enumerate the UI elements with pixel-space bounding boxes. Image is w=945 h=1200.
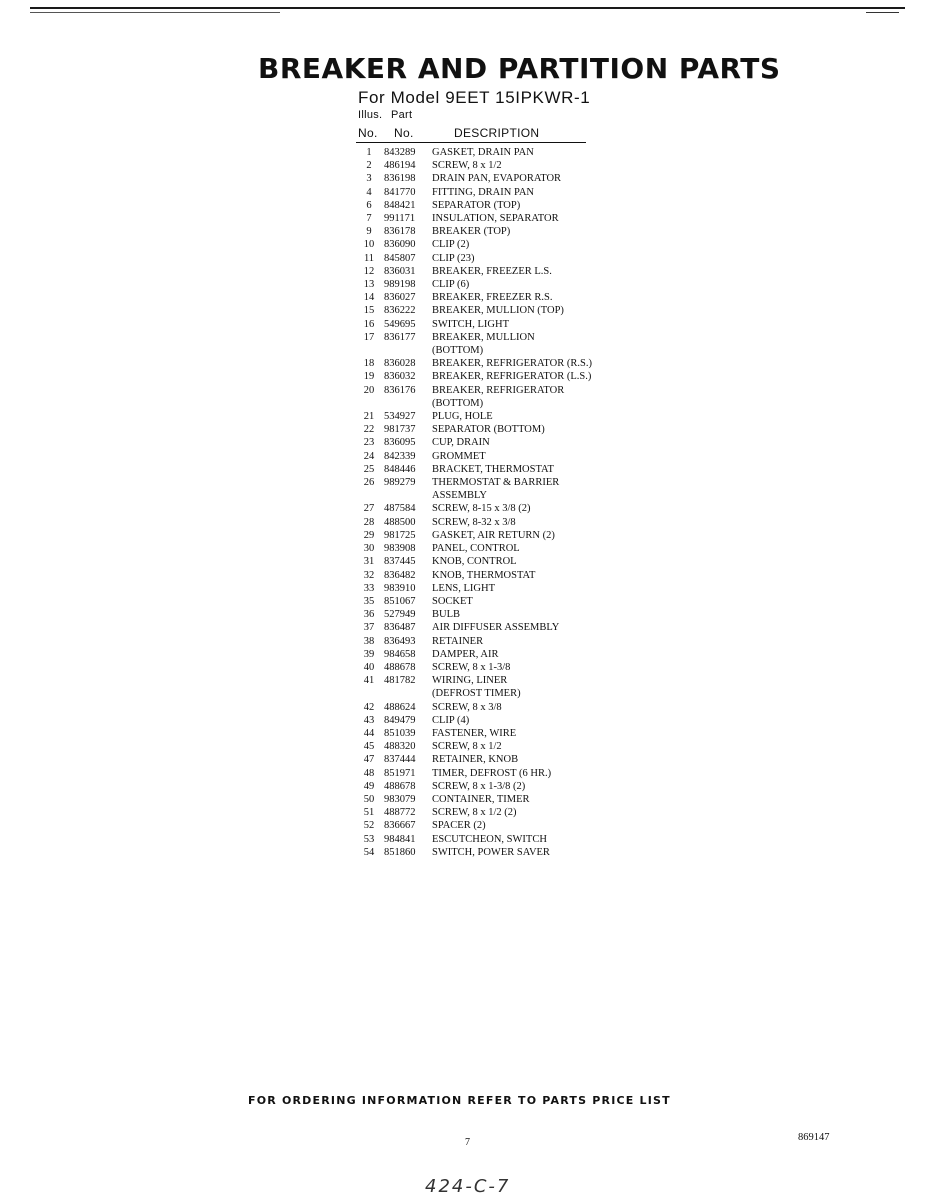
parts-row: [354, 529, 654, 542]
parts-row: [354, 291, 654, 304]
description-cell: SCREW, 8-15 x 3/8 (2): [432, 503, 531, 515]
description-cell: BULB: [432, 609, 461, 621]
illus-no-cell: 43: [363, 714, 375, 726]
illus-no-cell: 14: [363, 292, 375, 304]
illus-no-cell: 32: [363, 569, 375, 581]
part-no-cell: 841770: [384, 186, 416, 198]
description-cell: SCREW, 8 x 1/2: [432, 160, 502, 172]
parts-row: [354, 635, 654, 648]
parts-row: [354, 819, 654, 832]
part-no-cell: 851971: [384, 767, 416, 779]
parts-row: [354, 410, 654, 423]
parts-row: [354, 753, 654, 766]
description-cell: (BOTTOM): [432, 345, 484, 357]
parts-row: [354, 186, 654, 199]
part-no-cell: 851067: [384, 595, 416, 607]
parts-row: [354, 318, 654, 331]
part-no-cell: 981725: [384, 529, 416, 541]
description-cell: FITTING, DRAIN PAN: [432, 186, 534, 198]
part-no-cell: 845807: [384, 252, 416, 264]
part-no-cell: 549695: [384, 318, 416, 330]
illus-no-cell: 18: [363, 358, 375, 370]
part-no-cell: 837444: [384, 754, 416, 766]
description-cell: SCREW, 8 x 1/2 (2): [432, 807, 517, 819]
illus-no-cell: 31: [363, 556, 375, 568]
description-cell: KNOB, CONTROL: [432, 556, 517, 568]
parts-row: [354, 370, 654, 383]
page-number: 7: [465, 1137, 470, 1148]
illus-no-cell: [354, 687, 384, 700]
illus-no-cell: 7: [366, 213, 372, 225]
part-no-cell: 836198: [384, 173, 416, 185]
description-cell: PLUG, HOLE: [432, 411, 493, 423]
part-no-cell: 527949: [384, 609, 416, 621]
description-cell: BRACKET, THERMOSTAT: [432, 463, 554, 475]
illus-no-cell: 28: [363, 516, 375, 528]
illus-no-cell: 9: [366, 226, 372, 238]
description-cell: SCREW, 8 x 3/8: [432, 701, 502, 713]
part-no-cell: 843289: [384, 147, 416, 158]
parts-row: [354, 621, 654, 634]
part-no-cell: 836178: [384, 226, 416, 238]
parts-row: [354, 595, 654, 608]
description-cell: CUP, DRAIN: [432, 437, 490, 449]
illus-no-cell: 37: [363, 622, 375, 634]
parts-row: [354, 793, 654, 806]
part-no-cell: 481782: [384, 675, 416, 687]
illus-no-cell: 39: [363, 648, 375, 660]
header-illus: Illus.: [358, 109, 383, 121]
description-cell: SOCKET: [432, 595, 473, 607]
parts-row: [354, 238, 654, 251]
description-cell: CLIP (23): [432, 252, 475, 264]
header-part: Part: [391, 109, 413, 121]
part-no-cell: 836176: [384, 384, 416, 396]
description-cell: GROMMET: [432, 450, 486, 462]
parts-row: [354, 846, 654, 859]
handwritten-note: 424-C-7: [425, 1176, 511, 1197]
illus-no-cell: 6: [366, 199, 372, 211]
description-cell: WIRING, LINER: [432, 675, 508, 687]
page-title: BREAKER AND PARTITION PARTS: [258, 52, 781, 85]
part-no-cell: 836667: [384, 820, 416, 832]
illus-no-cell: 50: [363, 793, 375, 805]
illus-no-cell: 1: [366, 147, 372, 158]
description-cell: KNOB, THERMOSTAT: [432, 569, 536, 581]
description-cell: SWITCH, POWER SAVER: [432, 846, 550, 858]
illus-no-cell: 45: [363, 741, 375, 753]
part-no-cell: 836027: [384, 292, 416, 304]
part-no-cell: 836482: [384, 569, 416, 581]
illus-no-cell: 24: [363, 450, 375, 462]
part-no-cell: 983910: [384, 582, 416, 594]
part-no-cell: 836090: [384, 239, 416, 251]
illus-no-cell: [354, 344, 384, 357]
illus-no-cell: 53: [363, 833, 375, 845]
description-cell: CONTAINER, TIMER: [432, 793, 530, 805]
illus-no-cell: 25: [363, 463, 375, 475]
illus-no-cell: 3: [366, 173, 372, 185]
description-cell: SCREW, 8-32 x 3/8: [432, 516, 516, 528]
description-cell: BREAKER (TOP): [432, 226, 511, 238]
description-cell: ASSEMBLY: [432, 490, 487, 502]
illus-no-cell: 11: [363, 252, 375, 264]
model-subtitle: For Model 9EET 15IPKWR-1: [358, 88, 591, 107]
part-no-cell: 991171: [384, 213, 416, 225]
illus-no-cell: 40: [363, 661, 375, 673]
parts-list: [354, 146, 654, 859]
illus-no-cell: 4: [366, 186, 372, 198]
illus-no-cell: 17: [363, 331, 375, 343]
ordering-footer: FOR ORDERING INFORMATION REFER TO PARTS PRICE LIST: [248, 1094, 671, 1107]
illus-no-cell: 51: [363, 807, 375, 819]
illus-no-cell: 27: [363, 503, 375, 515]
scan-border-right-mark: [866, 12, 899, 13]
description-cell: BREAKER, MULLION: [432, 331, 535, 343]
part-no-cell: 836031: [384, 265, 416, 277]
parts-row: [354, 423, 654, 436]
description-cell: ESCUTCHEON, SWITCH: [432, 833, 547, 845]
parts-row: [354, 661, 654, 674]
part-no-cell: 836032: [384, 371, 416, 383]
description-cell: SCREW, 8 x 1-3/8: [432, 661, 511, 673]
parts-row: [354, 397, 654, 410]
parts-row: [354, 833, 654, 846]
part-no-cell: 836487: [384, 622, 416, 634]
illus-no-cell: 36: [363, 609, 375, 621]
description-cell: BREAKER, REFRIGERATOR (L.S.): [432, 371, 592, 383]
parts-row: [354, 172, 654, 185]
parts-row: [354, 608, 654, 621]
parts-row: [354, 436, 654, 449]
parts-row: [354, 701, 654, 714]
part-no-cell: 486194: [384, 160, 416, 172]
part-no-cell: 487584: [384, 503, 416, 515]
part-no-cell: 534927: [384, 411, 416, 423]
description-cell: SCREW, 8 x 1/2: [432, 741, 502, 753]
part-no-cell: 837445: [384, 556, 416, 568]
illus-no-cell: 29: [363, 529, 375, 541]
part-no-cell: 488624: [384, 701, 416, 713]
parts-row: [354, 278, 654, 291]
part-no-cell: 488678: [384, 780, 416, 792]
illus-no-cell: 54: [363, 846, 375, 858]
illus-no-cell: 30: [363, 543, 375, 555]
illus-no-cell: 19: [363, 371, 375, 383]
illus-no-cell: 42: [363, 701, 375, 713]
description-cell: BREAKER, REFRIGERATOR: [432, 384, 565, 396]
description-cell: GASKET, AIR RETURN (2): [432, 529, 555, 541]
part-no-cell: [384, 344, 432, 357]
part-no-cell: 842339: [384, 450, 416, 462]
parts-row: [354, 225, 654, 238]
parts-row: [354, 542, 654, 555]
description-cell: LENS, LIGHT: [432, 582, 495, 594]
part-no-cell: 836177: [384, 331, 416, 343]
parts-row: [354, 582, 654, 595]
parts-row: [354, 489, 654, 502]
parts-row: [354, 331, 654, 344]
description-cell: CLIP (2): [432, 239, 470, 251]
part-no-cell: 851860: [384, 846, 416, 858]
description-cell: BREAKER, REFRIGERATOR (R.S.): [432, 358, 592, 370]
parts-row: [354, 780, 654, 793]
illus-no-cell: 35: [363, 595, 375, 607]
parts-row: [354, 304, 654, 317]
part-no-cell: 848421: [384, 199, 416, 211]
description-cell: SEPARATOR (TOP): [432, 199, 521, 211]
illus-no-cell: 22: [363, 424, 375, 436]
illus-no-cell: 12: [363, 265, 375, 277]
part-no-cell: 836095: [384, 437, 416, 449]
illus-no-cell: 38: [363, 635, 375, 647]
parts-row: [354, 555, 654, 568]
illus-no-cell: 23: [363, 437, 375, 449]
part-no-cell: 983908: [384, 543, 416, 555]
part-no-cell: 983079: [384, 793, 416, 805]
description-cell: PANEL, CONTROL: [432, 543, 520, 555]
parts-row: [354, 648, 654, 661]
description-cell: INSULATION, SEPARATOR: [432, 213, 559, 225]
parts-row: [354, 502, 654, 515]
part-no-cell: 848446: [384, 463, 416, 475]
illus-no-cell: 15: [363, 305, 375, 317]
part-no-cell: 984658: [384, 648, 416, 660]
description-cell: CLIP (4): [432, 714, 470, 726]
document-number: 869147: [798, 1132, 830, 1143]
description-cell: BREAKER, FREEZER R.S.: [432, 292, 553, 304]
description-cell: SEPARATOR (BOTTOM): [432, 424, 545, 436]
part-no-cell: 849479: [384, 714, 416, 726]
part-no-cell: 851039: [384, 727, 416, 739]
description-cell: SCREW, 8 x 1-3/8 (2): [432, 780, 526, 792]
description-cell: CLIP (6): [432, 279, 470, 291]
parts-row: [354, 569, 654, 582]
description-cell: (DEFROST TIMER): [432, 688, 521, 700]
description-cell: AIR DIFFUSER ASSEMBLY: [432, 622, 560, 634]
parts-row: [354, 463, 654, 476]
part-no-cell: [384, 397, 432, 410]
description-cell: DRAIN PAN, EVAPORATOR: [432, 173, 562, 185]
illus-no-cell: 44: [363, 727, 375, 739]
parts-row: [354, 212, 654, 225]
illus-no-cell: 49: [363, 780, 375, 792]
illus-no-cell: 26: [363, 477, 375, 489]
description-cell: (BOTTOM): [432, 397, 484, 409]
parts-row: [354, 159, 654, 172]
parts-row: [354, 252, 654, 265]
part-no-cell: 984841: [384, 833, 416, 845]
parts-row: [354, 146, 654, 159]
part-no-cell: 836493: [384, 635, 416, 647]
part-no-cell: 981737: [384, 424, 416, 436]
description-cell: RETAINER: [432, 635, 484, 647]
header-rule: [356, 142, 586, 143]
part-no-cell: 488678: [384, 661, 416, 673]
description-cell: GASKET, DRAIN PAN: [432, 147, 534, 158]
illus-no-cell: 10: [363, 239, 375, 251]
parts-row: [354, 265, 654, 278]
part-no-cell: 488772: [384, 807, 416, 819]
illus-no-cell: 52: [363, 820, 375, 832]
description-cell: BREAKER, MULLION (TOP): [432, 305, 564, 317]
scan-border-top: [30, 7, 905, 9]
illus-no-cell: 41: [363, 675, 375, 687]
description-cell: SWITCH, LIGHT: [432, 318, 509, 330]
description-cell: SPACER (2): [432, 820, 486, 832]
parts-row: [354, 384, 654, 397]
part-no-cell: 989279: [384, 477, 416, 489]
parts-row: [354, 806, 654, 819]
description-cell: TIMER, DEFROST (6 HR.): [432, 767, 552, 779]
part-no-cell: 989198: [384, 279, 416, 291]
parts-row: [354, 344, 654, 357]
part-no-cell: 488320: [384, 741, 416, 753]
parts-row: [354, 740, 654, 753]
illus-no-cell: 33: [363, 582, 375, 594]
part-no-cell: 836028: [384, 358, 416, 370]
parts-row: [354, 687, 654, 700]
part-no-cell: [384, 687, 432, 700]
illus-no-cell: 2: [366, 160, 372, 172]
illus-no-cell: 13: [363, 279, 375, 291]
description-cell: THERMOSTAT & BARRIER: [432, 477, 560, 489]
scan-border-top-secondary: [30, 12, 280, 13]
parts-row: [354, 357, 654, 370]
parts-row: [354, 516, 654, 529]
description-cell: DAMPER, AIR: [432, 648, 499, 660]
parts-row: [354, 674, 654, 687]
illus-no-cell: [354, 489, 384, 502]
parts-row: [354, 450, 654, 463]
illus-no-cell: 16: [363, 318, 375, 330]
parts-row: [354, 476, 654, 489]
header-part-no: No.: [394, 126, 414, 140]
description-cell: RETAINER, KNOB: [432, 754, 519, 766]
parts-row: [354, 727, 654, 740]
illus-no-cell: [354, 397, 384, 410]
part-no-cell: [384, 489, 432, 502]
part-no-cell: 836222: [384, 305, 416, 317]
part-no-cell: 488500: [384, 516, 416, 528]
parts-row: [354, 714, 654, 727]
illus-no-cell: 20: [363, 384, 375, 396]
illus-no-cell: 48: [363, 767, 375, 779]
header-description: DESCRIPTION: [454, 126, 540, 140]
header-illus-no: No.: [358, 126, 378, 140]
parts-row: [354, 199, 654, 212]
parts-row: [354, 767, 654, 780]
illus-no-cell: 21: [363, 411, 375, 423]
description-cell: BREAKER, FREEZER L.S.: [432, 265, 552, 277]
description-cell: FASTENER, WIRE: [432, 727, 517, 739]
illus-no-cell: 47: [363, 754, 375, 766]
